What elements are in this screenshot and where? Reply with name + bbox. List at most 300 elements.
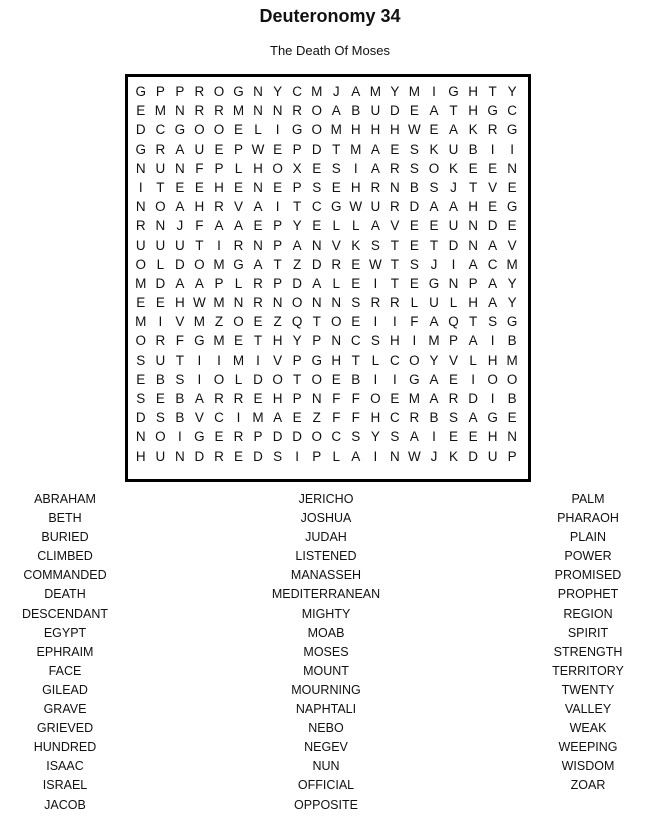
grid-letter: B xyxy=(409,179,419,195)
grid-letter: P xyxy=(449,333,459,349)
grid-letter: N xyxy=(135,199,146,215)
grid-letter: D xyxy=(448,237,459,253)
grid-row xyxy=(131,197,522,216)
grid-letter: A xyxy=(449,199,459,215)
grid-letter: E xyxy=(331,371,341,387)
grid-letter: A xyxy=(351,84,361,99)
grid-letter: I xyxy=(432,429,436,445)
grid-letter: H xyxy=(487,352,498,368)
grid-letter: U xyxy=(155,160,166,176)
word-list-item: POWER xyxy=(564,549,612,564)
grid-row xyxy=(131,312,522,331)
grid-letter: R xyxy=(214,448,224,464)
grid-letter: D xyxy=(390,103,400,119)
grid-letter: F xyxy=(351,391,360,406)
grid-letter: T xyxy=(312,314,321,330)
grid-letter: U xyxy=(135,237,146,253)
grid-letter: E xyxy=(507,179,517,195)
grid-letter: E xyxy=(449,371,459,387)
grid-letter: H xyxy=(350,122,361,138)
word-list-item: MIGHTY xyxy=(301,606,351,621)
word-list-item: GRIEVED xyxy=(36,721,94,736)
grid-letter: C xyxy=(507,103,518,119)
grid-letter: M xyxy=(213,295,225,311)
grid-letter: N xyxy=(448,275,459,291)
grid-letter: S xyxy=(312,179,322,195)
grid-letter: R xyxy=(390,199,400,215)
grid-letter: N xyxy=(390,448,400,464)
grid-letter: E xyxy=(351,314,361,330)
word-list-item: PROMISED xyxy=(554,568,622,583)
grid-letter: U xyxy=(155,448,166,464)
grid-letter: L xyxy=(410,295,419,311)
grid-letter: I xyxy=(412,333,417,349)
grid-letter: Y xyxy=(390,84,400,99)
grid-letter: T xyxy=(332,141,341,157)
grid-letter: G xyxy=(487,103,498,119)
word-list-item: MEDITERRANEAN xyxy=(271,587,381,602)
grid-letter: O xyxy=(487,371,498,387)
grid-letter: P xyxy=(507,448,517,464)
grid-letter: U xyxy=(448,141,459,157)
grid-letter: G xyxy=(330,199,342,215)
grid-letter: U xyxy=(174,237,185,253)
grid-letter: N xyxy=(390,179,400,195)
grid-letter: F xyxy=(332,391,341,406)
grid-letter: G xyxy=(233,84,244,99)
word-list-item: BURIED xyxy=(41,530,89,545)
grid-letter: S xyxy=(390,429,400,445)
grid-letter: H xyxy=(350,179,361,195)
word-list-item: MOAB xyxy=(307,625,345,640)
grid-letter: T xyxy=(468,179,478,195)
grid-row xyxy=(131,255,522,274)
grid-letter: O xyxy=(506,371,518,387)
grid-letter: N xyxy=(331,295,342,311)
grid-letter: E xyxy=(273,179,283,195)
grid-letter: N xyxy=(135,429,146,445)
grid-letter: D xyxy=(174,256,185,272)
grid-letter: H xyxy=(174,295,185,311)
grid-letter: P xyxy=(273,218,283,234)
grid-letter: D xyxy=(409,199,420,215)
grid-letter: E xyxy=(136,103,146,119)
word-list-item: ISAAC xyxy=(46,759,84,774)
grid-letter: H xyxy=(468,84,478,99)
grid-letter: E xyxy=(312,218,322,234)
grid-letter: H xyxy=(135,448,146,464)
grid-letter: U xyxy=(155,352,166,368)
grid-letter: I xyxy=(197,352,202,368)
grid-letter: A xyxy=(468,256,478,272)
grid-letter: E xyxy=(331,179,341,195)
grid-letter: G xyxy=(135,84,147,99)
grid-letter: I xyxy=(138,179,143,195)
grid-letter: N xyxy=(272,103,283,119)
grid-letter: G xyxy=(311,352,322,368)
grid-letter: D xyxy=(468,391,478,406)
grid-letter: W xyxy=(408,448,421,464)
grid-letter: R xyxy=(370,295,381,311)
grid-letter: O xyxy=(155,429,166,445)
grid-letter: M xyxy=(350,141,362,157)
grid-letter: I xyxy=(373,275,378,291)
grid-letter: B xyxy=(175,410,185,426)
grid-row xyxy=(131,274,522,293)
grid-letter: R xyxy=(390,160,400,176)
grid-letter: O xyxy=(370,391,381,406)
grid-letter: P xyxy=(468,275,478,291)
grid-letter: S xyxy=(429,179,439,195)
grid-letter: G xyxy=(135,141,147,157)
grid-row xyxy=(131,447,522,466)
grid-letter: O xyxy=(311,371,322,387)
grid-letter: T xyxy=(390,275,399,291)
grid-letter: O xyxy=(213,371,225,387)
grid-letter: H xyxy=(468,199,478,215)
grid-letter: I xyxy=(451,256,456,272)
grid-letter: T xyxy=(175,352,184,368)
grid-letter: O xyxy=(135,333,147,349)
grid-letter: T xyxy=(156,179,165,195)
grid-letter: E xyxy=(273,141,283,157)
grid-letter: D xyxy=(194,448,205,464)
grid-letter: L xyxy=(156,256,165,272)
grid-letter: T xyxy=(449,103,458,119)
grid-letter: W xyxy=(251,141,265,157)
word-list-item: GRAVE xyxy=(43,702,87,717)
grid-letter: L xyxy=(332,448,340,464)
grid-letter: U xyxy=(370,199,381,215)
grid-letter: A xyxy=(409,429,419,445)
grid-letter: O xyxy=(311,122,322,138)
grid-letter: D xyxy=(135,122,146,138)
grid-letter: M xyxy=(428,333,440,349)
grid-letter: T xyxy=(293,199,302,215)
grid-letter: G xyxy=(506,314,518,330)
grid-letter: I xyxy=(510,141,515,157)
grid-letter: H xyxy=(390,122,400,138)
grid-letter: M xyxy=(213,256,225,272)
grid-letter: A xyxy=(429,103,439,119)
grid-letter: Y xyxy=(429,352,439,368)
grid-letter: E xyxy=(136,371,146,387)
grid-letter: R xyxy=(135,218,146,234)
word-list-item: EPHRAIM xyxy=(36,644,94,659)
grid-letter: H xyxy=(370,410,381,426)
grid-letter: S xyxy=(273,448,283,464)
grid-letter: L xyxy=(332,275,340,291)
grid-letter: O xyxy=(155,199,166,215)
grid-letter: I xyxy=(490,391,495,406)
grid-letter: E xyxy=(253,391,263,406)
grid-letter: E xyxy=(253,314,263,330)
grid-letter: O xyxy=(428,160,440,176)
word-list-item: GILEAD xyxy=(42,682,88,697)
grid-row xyxy=(131,140,522,159)
word-list-column-2 xyxy=(226,490,426,815)
grid-letter: O xyxy=(291,295,303,311)
grid-letter: B xyxy=(429,410,439,426)
grid-letter: E xyxy=(253,218,263,234)
grid-letter: S xyxy=(370,237,380,253)
grid-letter: W xyxy=(408,122,421,138)
grid-letter: A xyxy=(312,275,322,291)
grid-letter: T xyxy=(390,237,399,253)
grid-letter: L xyxy=(234,160,243,176)
grid-letter: U xyxy=(487,448,498,464)
grid-letter: R xyxy=(292,103,303,119)
grid-letter: Y xyxy=(273,84,283,99)
grid-letter: E xyxy=(155,391,165,406)
grid-letter: I xyxy=(256,352,260,368)
word-list-item: STRENGTH xyxy=(553,644,623,659)
grid-letter: B xyxy=(155,371,165,387)
grid-letter: B xyxy=(351,371,361,387)
grid-letter: C xyxy=(311,199,322,215)
grid-letter: R xyxy=(233,237,244,253)
grid-letter: G xyxy=(409,371,420,387)
grid-letter: T xyxy=(390,256,399,272)
grid-letter: F xyxy=(351,410,360,426)
grid-letter: I xyxy=(177,429,182,445)
word-list-item: PROPHET xyxy=(557,587,619,602)
grid-letter: K xyxy=(351,237,361,253)
grid-letter: I xyxy=(393,371,397,387)
grid-letter: O xyxy=(272,371,283,387)
grid-letter: E xyxy=(351,275,361,291)
grid-letter: K xyxy=(449,160,459,176)
grid-letter: H xyxy=(253,160,263,176)
grid-letter: F xyxy=(332,410,341,426)
grid-letter: B xyxy=(507,391,517,406)
grid-letter: I xyxy=(393,314,397,330)
grid-letter: Y xyxy=(507,84,517,99)
word-list-item: PALM xyxy=(571,492,605,506)
grid-letter: E xyxy=(351,256,361,272)
grid-letter: N xyxy=(253,179,263,195)
grid-letter: A xyxy=(429,391,439,406)
grid-letter: E xyxy=(234,333,244,349)
grid-letter: A xyxy=(370,141,380,157)
grid-letter: P xyxy=(292,141,302,157)
grid-letter: P xyxy=(214,275,224,291)
grid-letter: I xyxy=(275,199,280,215)
grid-letter: B xyxy=(468,141,478,157)
grid-letter: E xyxy=(409,218,419,234)
grid-letter: H xyxy=(390,333,400,349)
grid-letter: M xyxy=(311,84,323,99)
grid-letter: D xyxy=(272,429,283,445)
grid-letter: I xyxy=(197,371,202,387)
grid-letter: R xyxy=(390,295,400,311)
grid-letter: O xyxy=(213,84,225,99)
grid-row xyxy=(131,351,522,370)
grid-letter: A xyxy=(194,391,204,406)
grid-letter: T xyxy=(429,237,439,253)
grid-letter: K xyxy=(429,141,439,157)
grid-letter: C xyxy=(155,122,166,138)
grid-letter: B xyxy=(507,333,517,349)
grid-letter: D xyxy=(292,275,303,291)
word-list-item: MOUNT xyxy=(303,663,349,678)
grid-letter: S xyxy=(351,295,361,311)
grid-letter: S xyxy=(449,410,459,426)
word-list-item: VALLEY xyxy=(564,702,612,717)
grid-letter: L xyxy=(234,275,243,291)
grid-letter: R xyxy=(448,391,459,406)
grid-letter: N xyxy=(331,333,342,349)
grid-letter: D xyxy=(311,141,322,157)
grid-letter: J xyxy=(332,84,340,99)
grid-letter: N xyxy=(174,103,185,119)
word-list-item: DEATH xyxy=(44,587,86,602)
grid-letter: E xyxy=(429,122,439,138)
page-title: Deuteronomy 34 xyxy=(259,6,401,26)
grid-letter: C xyxy=(390,410,400,426)
grid-letter: A xyxy=(370,218,380,234)
grid-letter: N xyxy=(311,295,322,311)
grid-letter: T xyxy=(273,256,282,272)
grid-letter: J xyxy=(430,448,438,464)
grid-letter: A xyxy=(292,237,302,253)
grid-letter: R xyxy=(214,199,224,215)
grid-letter: E xyxy=(155,295,165,311)
grid-letter: A xyxy=(488,237,498,253)
grid-letter: A xyxy=(468,333,478,349)
grid-row xyxy=(131,389,522,408)
grid-letter: N xyxy=(468,218,478,234)
grid-letter: M xyxy=(232,352,245,368)
grid-letter: S xyxy=(488,314,498,330)
word-list-item: EGYPT xyxy=(43,625,87,640)
grid-row xyxy=(131,427,522,446)
grid-letter: P xyxy=(253,429,263,445)
word-search-grid xyxy=(125,74,531,482)
word-list-item: CLIMBED xyxy=(37,549,93,564)
grid-letter: E xyxy=(488,160,498,176)
grid-letter: F xyxy=(195,160,204,176)
grid-letter: L xyxy=(332,218,340,234)
grid-letter: J xyxy=(450,179,457,195)
grid-letter: L xyxy=(449,295,458,311)
grid-letter: N xyxy=(233,295,244,311)
grid-letter: H xyxy=(487,429,498,445)
grid-letter: Y xyxy=(292,333,302,349)
grid-letter: Z xyxy=(214,314,224,330)
grid-letter: P xyxy=(273,275,283,291)
word-list-item: OPPOSITE xyxy=(294,797,358,812)
grid-letter: X xyxy=(292,160,302,176)
grid-letter: G xyxy=(233,256,244,272)
grid-letter: K xyxy=(468,122,478,138)
grid-letter: R xyxy=(233,391,244,406)
grid-letter: D xyxy=(311,256,322,272)
grid-letter: S xyxy=(370,333,380,349)
grid-letter: H xyxy=(468,103,478,119)
grid-letter: P xyxy=(175,84,185,99)
grid-letter: L xyxy=(469,352,477,368)
page-subtitle: The Death Of Moses xyxy=(270,43,390,58)
grid-letter: S xyxy=(331,160,341,176)
grid-letter: R xyxy=(155,333,166,349)
grid-letter: N xyxy=(253,103,263,119)
word-list-item: JACOB xyxy=(44,797,86,812)
grid-letter: E xyxy=(449,429,459,445)
grid-letter: H xyxy=(468,295,478,311)
grid-letter: M xyxy=(193,314,206,330)
word-list-item: WEEPING xyxy=(558,740,618,755)
grid-letter: I xyxy=(217,352,221,368)
grid-letter: R xyxy=(194,84,205,99)
grid-letter: U xyxy=(194,141,205,157)
grid-letter: U xyxy=(448,218,459,234)
grid-letter: C xyxy=(487,256,498,272)
grid-letter: Z xyxy=(312,410,321,426)
grid-letter: W xyxy=(193,295,206,311)
grid-letter: P xyxy=(292,352,302,368)
grid-letter: M xyxy=(135,314,147,330)
grid-letter: N xyxy=(272,295,283,311)
grid-letter: K xyxy=(449,448,459,464)
grid-letter: S xyxy=(136,352,146,368)
grid-letter: N xyxy=(507,429,518,445)
word-list-item: TWENTY xyxy=(561,682,615,697)
grid-letter: A xyxy=(429,199,439,215)
grid-letter: G xyxy=(428,275,440,291)
grid-letter: F xyxy=(175,333,184,349)
grid-letter: A xyxy=(429,314,439,330)
grid-letter: P xyxy=(312,448,322,464)
grid-letter: A xyxy=(370,160,380,176)
grid-letter: H xyxy=(331,352,342,368)
grid-letter: B xyxy=(175,391,185,406)
grid-letter: V xyxy=(234,199,244,215)
grid-row xyxy=(131,120,522,139)
grid-letter: D xyxy=(253,448,263,464)
grid-letter: M xyxy=(408,84,421,99)
grid-letter: R xyxy=(487,122,498,138)
word-list-item: JERICHO xyxy=(298,492,354,506)
grid-letter: E xyxy=(468,160,478,176)
grid-letter: I xyxy=(295,448,300,464)
grid-row xyxy=(131,236,522,255)
grid-letter: S xyxy=(155,410,165,426)
grid-letter: Z xyxy=(293,256,302,272)
grid-row xyxy=(131,82,522,101)
grid-letter: E xyxy=(234,122,244,138)
grid-letter: W xyxy=(349,199,363,215)
grid-row xyxy=(131,331,522,350)
grid-letter: E xyxy=(409,237,419,253)
grid-letter: J xyxy=(176,218,184,234)
grid-letter: G xyxy=(291,122,303,138)
word-list-item: ZOAR xyxy=(570,778,606,793)
grid-letter: Q xyxy=(291,314,303,330)
grid-letter: M xyxy=(135,275,147,291)
grid-letter: S xyxy=(409,141,419,157)
grid-letter: P xyxy=(214,160,224,176)
word-list-column-3 xyxy=(488,490,660,796)
grid-letter: S xyxy=(351,429,361,445)
grid-letter: N xyxy=(174,448,185,464)
grid-letter: A xyxy=(273,410,283,426)
grid-letter: D xyxy=(292,429,303,445)
grid-letter: M xyxy=(506,256,518,272)
grid-letter: I xyxy=(471,371,475,387)
grid-letter: E xyxy=(234,448,244,464)
grid-letter: P xyxy=(273,237,283,253)
